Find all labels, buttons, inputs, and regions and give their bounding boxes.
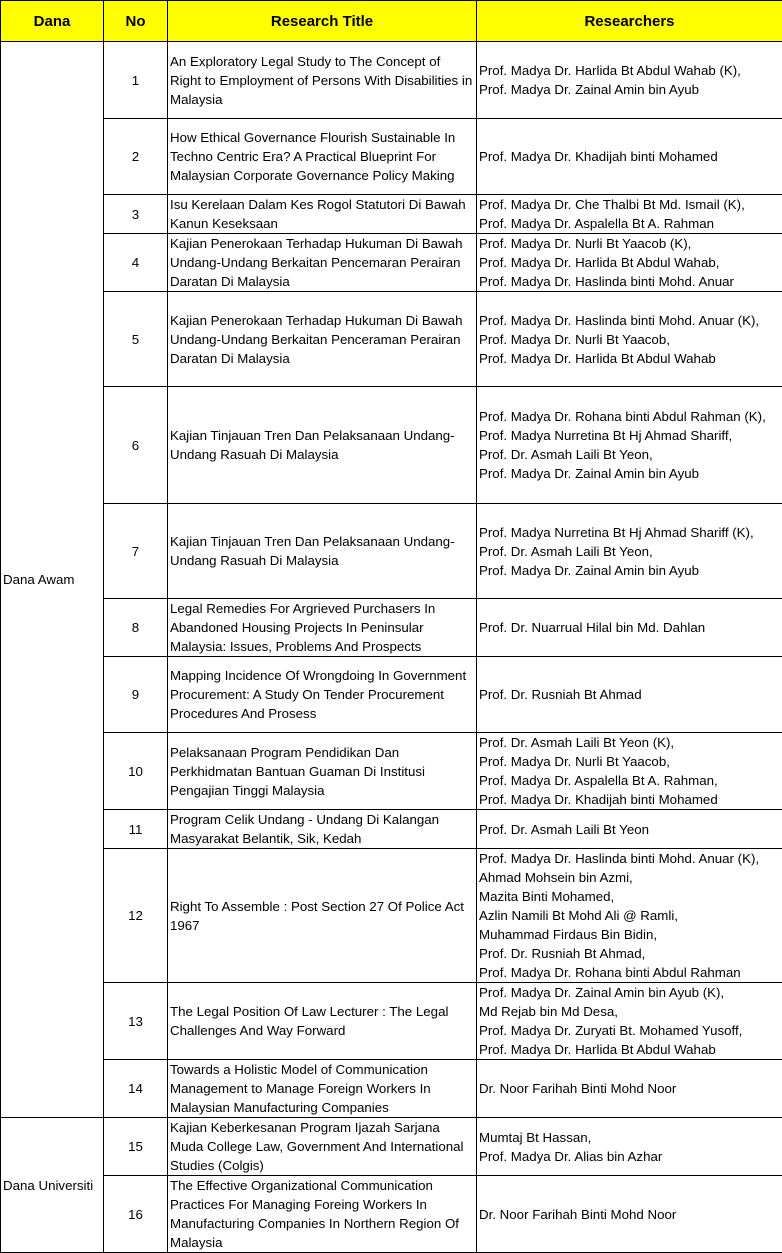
dana-universiti-cell — [1, 1118, 104, 1253]
research-title: Kajian Penerokaan Terhadap Hukuman Di Bawah Undang-Undang Berkaitan Penceraman Perairan Daratan Di Malaysia — [168, 292, 477, 387]
dana-label: Dana Universiti — [3, 1176, 101, 1195]
dana-awam-cell — [1, 42, 104, 1118]
research-title: Mapping Incidence Of Wrongdoing In Government Procurement: A Study On Tender Procurement Procedures And Prosess — [168, 657, 477, 733]
table-row — [1, 983, 782, 1060]
research-title: Kajian Keberkesanan Program Ijazah Sarjana Muda College Law, Government And International Studies (Colgis) — [168, 1118, 477, 1176]
table-row — [1, 195, 782, 234]
researchers: Mumtaj Bt Hassan, Prof. Madya Dr. Alias bin Azhar — [477, 1118, 782, 1176]
researchers: Prof. Madya Dr. Khadijah binti Mohamed — [477, 119, 782, 195]
table-row — [1, 1060, 782, 1118]
researchers: Prof. Madya Dr. Che Thalbi Bt Md. Ismail (K), Prof. Madya Dr. Aspalella Bt A. Rahman — [477, 195, 782, 234]
row-number: 5 — [104, 292, 168, 387]
research-title: Pelaksanaan Program Pendidikan Dan Perkhidmatan Bantuan Guaman Di Institusi Pengajian Tinggi Malaysia — [168, 733, 477, 810]
dana-label: Dana Awam — [3, 570, 101, 589]
table-row — [1, 599, 782, 657]
row-number: 6 — [104, 387, 168, 504]
researchers: Dr. Noor Farihah Binti Mohd Noor — [477, 1060, 782, 1118]
row-number: 13 — [104, 983, 168, 1060]
researchers: Prof. Dr. Rusniah Bt Ahmad — [477, 657, 782, 733]
table-row — [1, 119, 782, 195]
research-title: Kajian Penerokaan Terhadap Hukuman Di Bawah Undang-Undang Berkaitan Pencemaran Perairan Daratan Di Malaysia — [168, 234, 477, 292]
researchers: Prof. Madya Nurretina Bt Hj Ahmad Shariff (K), Prof. Dr. Asmah Laili Bt Yeon, Prof. Madya Dr. Zainal Amin bin Ayub — [477, 504, 782, 599]
research-title: Right To Assemble : Post Section 27 Of Police Act 1967 — [168, 849, 477, 983]
researchers: Prof. Dr. Asmah Laili Bt Yeon — [477, 810, 782, 849]
research-title: Towards a Holistic Model of Communication Management to Manage Foreign Workers In Malaysian Manufacturing Companies — [168, 1060, 477, 1118]
researchers: Prof. Madya Dr. Haslinda binti Mohd. Anuar (K), Prof. Madya Dr. Nurli Bt Yaacob, Prof. Madya Dr. Harlida Bt Abdul Wahab — [477, 292, 782, 387]
row-number: 16 — [104, 1176, 168, 1253]
research-title: The Effective Organizational Communication Practices For Managing Foreing Workers In Manufacturing Companies In Northern Region Of Malaysia — [168, 1176, 477, 1253]
researchers: Prof. Madya Dr. Nurli Bt Yaacob (K), Prof. Madya Dr. Harlida Bt Abdul Wahab, Prof. Madya Dr. Haslinda binti Mohd. Anuar — [477, 234, 782, 292]
header-no: No — [104, 1, 168, 42]
row-number: 12 — [104, 849, 168, 983]
row-number: 8 — [104, 599, 168, 657]
row-number: 1 — [104, 42, 168, 119]
research-title: Kajian Tinjauan Tren Dan Pelaksanaan Undang-Undang Rasuah Di Malaysia — [168, 504, 477, 599]
table-row — [1, 1118, 782, 1176]
researchers: Prof. Madya Dr. Zainal Amin bin Ayub (K), Md Rejab bin Md Desa, Prof. Madya Dr. Zuryati Bt. Mohamed Yusoff, Prof. Madya Dr. Harlida Bt Abdul Wahab — [477, 983, 782, 1060]
researchers: Prof. Dr. Asmah Laili Bt Yeon (K), Prof. Madya Dr. Nurli Bt Yaacob, Prof. Madya Dr. Aspalella Bt A. Rahman, Prof. Madya Dr. Khadijah binti Mohamed — [477, 733, 782, 810]
researchers: Prof. Madya Dr. Haslinda binti Mohd. Anuar (K), Ahmad Mohsein bin Azmi, Mazita Binti Mohamed, Azlin Namili Bt Mohd Ali @ Ramli, Muhammad Firdaus Bin Bidin, Prof. Dr. Rusniah Bt Ahmad, Prof. Madya Dr. Rohana binti Abdul Rahman — [477, 849, 782, 983]
table-row — [1, 810, 782, 849]
row-number: 7 — [104, 504, 168, 599]
table-row — [1, 292, 782, 387]
research-title: Legal Remedies For Argrieved Purchasers In Abandoned Housing Projects In Peninsular Malaysia: Issues, Problems And Prospects — [168, 599, 477, 657]
researchers: Dr. Noor Farihah Binti Mohd Noor — [477, 1176, 782, 1253]
research-title: The Legal Position Of Law Lecturer : The Legal Challenges And Way Forward — [168, 983, 477, 1060]
row-number: 9 — [104, 657, 168, 733]
header-row — [1, 1, 782, 42]
row-number: 4 — [104, 234, 168, 292]
row-number: 10 — [104, 733, 168, 810]
researchers: Prof. Madya Dr. Harlida Bt Abdul Wahab (K), Prof. Madya Dr. Zainal Amin bin Ayub — [477, 42, 782, 119]
header-dana: Dana — [1, 1, 104, 42]
row-number: 15 — [104, 1118, 168, 1176]
table-row — [1, 234, 782, 292]
table-row — [1, 1176, 782, 1253]
research-title: An Exploratory Legal Study to The Concept of Right to Employment of Persons With Disabilities in Malaysia — [168, 42, 477, 119]
header-researchers: Researchers — [477, 1, 782, 42]
researchers: Prof. Dr. Nuarrual Hilal bin Md. Dahlan — [477, 599, 782, 657]
research-title: Isu Kerelaan Dalam Kes Rogol Statutori Di Bawah Kanun Keseksaan — [168, 195, 477, 234]
row-number: 3 — [104, 195, 168, 234]
row-number: 11 — [104, 810, 168, 849]
researchers: Prof. Madya Dr. Rohana binti Abdul Rahman (K), Prof. Madya Nurretina Bt Hj Ahmad Shariff, Prof. Dr. Asmah Laili Bt Yeon, Prof. Madya Dr. Zainal Amin bin Ayub — [477, 387, 782, 504]
table-row — [1, 657, 782, 733]
row-number: 2 — [104, 119, 168, 195]
row-number: 14 — [104, 1060, 168, 1118]
header-research-title: Research Title — [168, 1, 477, 42]
table-row — [1, 733, 782, 810]
research-title: How Ethical Governance Flourish Sustainable In Techno Centric Era? A Practical Blueprint For Malaysian Corporate Governance Policy Making — [168, 119, 477, 195]
research-title: Kajian Tinjauan Tren Dan Pelaksanaan Undang-Undang Rasuah Di Malaysia — [168, 387, 477, 504]
table-row — [1, 387, 782, 504]
table-row — [1, 849, 782, 983]
table-row — [1, 504, 782, 599]
table-row — [1, 42, 782, 119]
research-title: Program Celik Undang - Undang Di Kalangan Masyarakat Belantik, Sik, Kedah — [168, 810, 477, 849]
